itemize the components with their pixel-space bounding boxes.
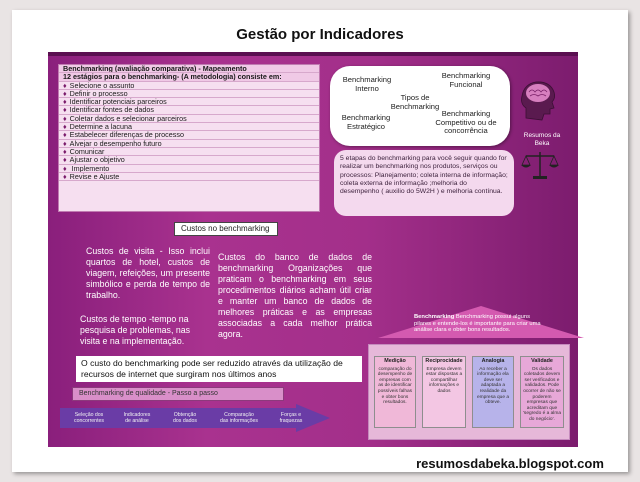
list-item: ♦ Coletar dados e selecionar parceiros: [59, 115, 319, 123]
diamond-icon: ♦: [63, 89, 67, 98]
list-item: ♦ Selecione o assunto: [59, 82, 319, 90]
five-steps-box: 5 etapas do benchmarking para você seguir quando for realizar um benchmarking nos produtos, serviços ou processos: Planejamento; coleta interna de informação; coleta externa de informação ;melhoria do desempenho ( auxilio do 5W2H ) e melhoria contínua.: [334, 150, 514, 216]
diamond-icon: ♦: [63, 156, 67, 165]
type-funcional: Benchmarking Funcional: [441, 71, 491, 89]
quality-step: Comparação das informações: [219, 412, 259, 424]
quality-steps-label: Benchmarking de qualidade - Passo a passo: [72, 387, 284, 401]
list-item: ♦ Identificar potenciais parceiros: [59, 98, 319, 106]
diamond-icon: ♦: [63, 147, 67, 156]
cost-banco-text: Custos do banco de dados de benchmarking Organizações que praticam o benchmarking em seus procedimentos diários acham útil criar e manter um banco de dados de melhores práticas e as empresas associadas a cada melhor prática agora.: [218, 252, 372, 339]
pillar-reciprocidade: Reciprocidade Empresa devem estar dispostas a compartilhar informações e dados: [422, 356, 466, 428]
cost-tempo-text: Custos de tempo -tempo na pesquisa de problemas, nas visita e na implementação.: [80, 314, 191, 346]
balance-scale-icon: [520, 150, 560, 180]
pillar-medicao: Medição comparação do desempenho de empresas com as de identificar possíveis falhas e obter bons resultados.: [374, 356, 416, 428]
diamond-icon: ♦: [63, 139, 67, 148]
blog-url: resumosdabeka.blogspot.com: [416, 456, 604, 471]
diamond-icon: ♦: [63, 114, 67, 123]
costs-title: Custos no benchmarking: [174, 222, 278, 236]
type-competitivo: Benchmarking Competitivo ou de concorrência: [435, 109, 497, 135]
steps-heading-2: 12 estágios para o benchmarking- (A metodologia) consiste em:: [59, 73, 319, 81]
list-item: ♦ Comunicar: [59, 148, 319, 156]
diamond-icon: ♦: [63, 123, 67, 132]
list-item: ♦ Determine a lacuna: [59, 123, 319, 131]
house-roof-text: Benchmarking Benchmarking possui alguns pilares e entende-los é importante para criar uma análise clara e obter bons resultados.: [414, 314, 541, 334]
pillar-analogia: Analogia Ao receber a informação ela deve ser adaptada a realidade da empresa que a obteve.: [472, 356, 514, 428]
cost-reduce-box: O custo do benchmarking pode ser reduzido através da utilização de recursos de internet que surgiram nos últimos anos: [76, 356, 362, 382]
list-item: ♦ Ajustar o objetivo: [59, 156, 319, 164]
steps-heading-1: Benchmarking (avaliação comparativa) - Mapeamento: [59, 65, 319, 73]
steps-table: [58, 64, 320, 212]
diamond-icon: ♦: [63, 106, 67, 115]
brain-caption: Resumos da Beka: [523, 132, 561, 147]
diamond-icon: ♦: [63, 131, 67, 140]
diamond-icon: ♦: [63, 81, 67, 90]
list-item: ♦ Alvejar o desempenho futuro: [59, 140, 319, 148]
benchmarking-types-box: [330, 66, 510, 146]
board-top-strip: [48, 52, 578, 56]
list-item: ♦ Estabelecer diferenças de processo: [59, 131, 319, 139]
type-interno: Benchmarking Interno: [342, 75, 392, 93]
diamond-icon: ♦: [63, 164, 67, 173]
brain-head-icon: [518, 78, 558, 122]
pillar-validade: Validade Os dados coletados devem ser verificados e validados. Pode ocorrer de não se poderem empresas que acreditam que 'segredo é a alma do negócio'.: [520, 356, 564, 428]
list-item: ♦ Identificar fontes de dados: [59, 106, 319, 114]
list-item: ♦ Implemento: [59, 165, 319, 173]
diamond-icon: ♦: [63, 98, 67, 107]
list-item: ♦ Definir o processo: [59, 90, 319, 98]
quality-step: Seleção dos concorrentes: [74, 412, 104, 424]
type-estrategico: Benchmarking Estratégico: [341, 113, 391, 131]
page-title: Gestão por Indicadores: [236, 26, 404, 43]
cost-visita-text: Custos de visita - Isso inclui quartos de hotel, custos de viagem, refeições, um presente simbólico e perda de tempo de trabalho.: [86, 246, 210, 300]
diamond-icon: ♦: [63, 172, 67, 181]
quality-step: Obtenção dos dados: [173, 412, 197, 424]
type-center: Tipos de Benchmarking: [390, 93, 440, 111]
quality-step: Indicadores de análise: [123, 412, 151, 424]
list-item: ♦ Revise e Ajuste: [59, 173, 319, 181]
quality-step: Forças e fraquezas: [279, 412, 303, 424]
